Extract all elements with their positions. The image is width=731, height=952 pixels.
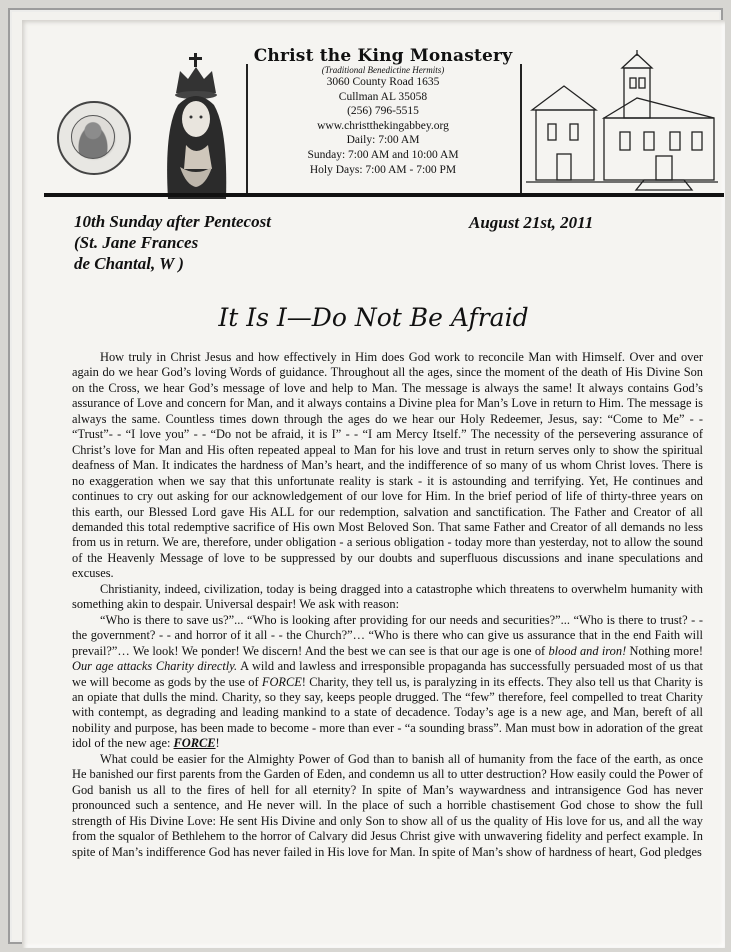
header-divider-left xyxy=(246,64,248,195)
bulletin-page xyxy=(22,20,725,948)
header-rule xyxy=(44,193,724,197)
paragraph-1: How truly in Christ Jesus and how effectively in Him does God work to reconcile Man with Himself. Over and over again do we hear God’s loving Words of guidance. Throughout all the ages, since the moment of the death of His Divine Son on the Cross, we hear God’s message of love and help to Man. The message is always the same! It always contains God’s assurance of Love and concern for Man, and it always contains a Divine plea for Man’s Love in return to Him. The message is always the same. Countless times down through the ages do we hear our Holy Redeemer, Jesus, say: “Come to Me” - - “Trust”- - “I love you” - - “Do not be afraid, it is I” - - “I am Mercy Itself.” The necessity of the persevering assurance of Christ’s love for Man and His often repeated appeal to Man for his love and trust in return serves only to show the spiritual deafness of Man. It indicates the hardness of Man’s heart, and the indifference of so many of us whom Christ loves. There is no exaggeration when we say that this unfortunate reality is stark - it is astounding and terrifying. Yet, He continues and continues to cry out asking for our acknowledgement of our love for Him. In the brief period of life of thirty-three years on this earth, our Blessed Lord gave His ALL for our redemption, salvation and sanctification. The Father and Creator of all demanded this total redemptive sacrifice of His own Most Beloved Son. That same Father and Creator of all demands no less from us in return. We are, therefore, under obligation - a serious obligation - today more than yesterday, not to allow the sound of the Heavenly Message of love to be suppressed by our doubts and superfluous discussions and inane speculations and excuses. xyxy=(72,350,703,581)
paragraph-3-text-d: ! Charity, they tell us, is paralyzing in its effects. They also tell us that Charity is an opiate that dulls the mind. Charity, so they say, keeps people drugged. The “few” therefore, feel compelled to treat Charity with contempt, as degrading and leading mankind to a state of decadence. Today’s age is a new age, and Man, bereft of all nobility and purpose, has been made to become - more than ever - “a sounding brass”. Man must bow in adoration of the great idol of the new age: xyxy=(72,674,703,751)
church-drawing-icon xyxy=(524,50,720,193)
mass-time-sunday: Sunday: 7:00 AM and 10:00 AM xyxy=(307,148,459,161)
mass-time-holy-days: Holy Days: 7:00 AM - 7:00 PM xyxy=(309,163,457,176)
website-link[interactable]: www.christthekingabbey.org xyxy=(317,119,449,132)
address-line-2: Cullman AL 35058 xyxy=(338,90,428,103)
paragraph-3-text-e: ! xyxy=(215,736,220,751)
paragraph-2: Christianity, indeed, civilization, today is being dragged into a catastrophe which threatens to overwhelm humanity with something akin to despair. Universal despair! We ask with reason: xyxy=(72,581,703,612)
paragraph-3-text-a: “Who is there to save us?”... “Who is looking after providing for our needs and securities?”... “Who is there to trust? - - the government? - - and horror of it all - - the Church?”… “Who is there who can give us assurance that in the end Faith will prevail?”… We look! We ponder! We discern! And the best we can see is that our age is one of xyxy=(72,612,703,658)
madonna-portrait-icon xyxy=(150,49,246,199)
liturgical-day-line-1: 10th Sunday after Pentecost xyxy=(74,212,271,231)
emphasis-blood-and-iron: blood and iron! xyxy=(548,643,627,658)
paragraph-3 xyxy=(72,613,703,752)
paragraph-3-text-b: Nothing more! xyxy=(626,643,703,658)
emphasis-force-underlined: FORCE xyxy=(173,736,216,751)
phone-number: (256) 796-5515 xyxy=(347,105,419,118)
address-line-1: 3060 County Road 1635 xyxy=(326,76,440,88)
monastery-seal-icon xyxy=(57,101,131,175)
article-body xyxy=(72,350,703,860)
monastery-title: Christ the King Monastery xyxy=(253,46,513,66)
emphasis-force: FORCE xyxy=(261,674,302,689)
liturgical-day-line-3: de Chantal, W ) xyxy=(74,254,184,273)
header-divider-right xyxy=(520,64,522,195)
liturgical-day-line-2: (St. Jane Frances xyxy=(74,233,199,252)
mass-time-daily: Daily: 7:00 AM xyxy=(346,134,420,147)
article-headline: It Is I—Do Not Be Afraid xyxy=(218,303,529,332)
emphasis-attacks-charity: Our age attacks Charity directly. xyxy=(72,659,238,674)
paragraph-4: What could be easier for the Almighty Power of God than to banish all of humanity from the face of the earth, as once He banished our first parents from the Garden of Eden, and condemn us all to utter destruction? How easily could the Power of God banish us all to the fires of hell for all eternity? In spite of Man’s waywardness and intransigence God has never pronounced such a sentence, and He never will. In the place of such a horrible chastisement God chose to show the full strength of His Divine Love: He sent His Divine and only Son to show all of us the quality of His love for us, and all the way from the squalor of Bethlehem to the horror of Calvary did Jesus Christ give with unwavering fidelity and perfect example. In spite of Man’s indifference God has never failed in His love for Man. In spite of Man’s show of hardness of heart, God pledges xyxy=(72,751,703,859)
monastery-info xyxy=(250,46,516,177)
liturgical-day xyxy=(74,211,374,274)
monastery-subtitle: (Traditional Benedictine Hermits) xyxy=(321,65,445,75)
paragraph-3-text-c: A wild and lawless and irresponsible propaganda has successfully persuaded most of us that we will become as gods by the use of xyxy=(72,659,703,689)
bulletin-date: August 21st, 2011 xyxy=(469,213,594,232)
